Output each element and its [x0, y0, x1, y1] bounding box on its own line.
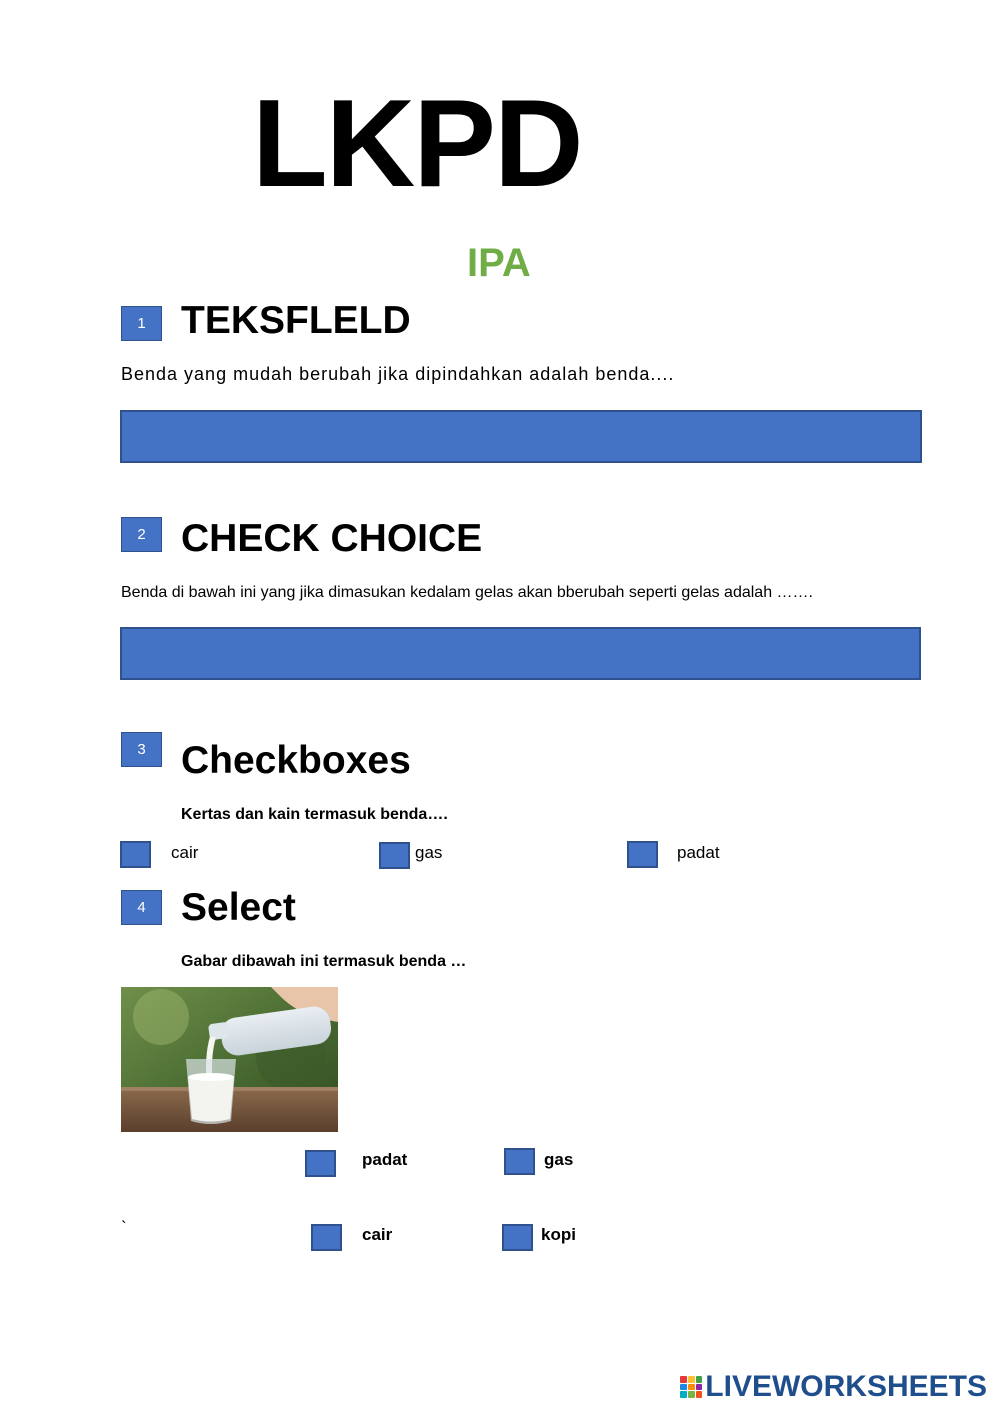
checkbox-label-cair: cair — [171, 843, 199, 862]
logo-tile-2 — [688, 1376, 695, 1383]
checkbox-padat[interactable] — [627, 841, 658, 868]
section-3-question: Kertas dan kain termasuk benda…. — [181, 806, 448, 823]
page-subtitle: IPA — [467, 241, 531, 285]
logo-tile-7 — [680, 1391, 687, 1398]
section-4-number: 4 — [121, 890, 162, 925]
answer-choice-field-2[interactable] — [120, 627, 921, 680]
select-box-kopi[interactable] — [502, 1224, 533, 1251]
logo-tile-3 — [696, 1376, 703, 1383]
logo-tile-1 — [680, 1376, 687, 1383]
stray-mark: ` — [121, 1218, 127, 1237]
logo-tile-6 — [696, 1384, 703, 1391]
section-1-heading: TEKSFLELD — [181, 299, 411, 342]
select-label-padat: padat — [362, 1150, 408, 1169]
select-box-padat[interactable] — [305, 1150, 336, 1177]
brand-name: LIVEWORKSHEETS — [705, 1370, 987, 1403]
logo-tile-5 — [688, 1384, 695, 1391]
logo-tile-9 — [696, 1391, 703, 1398]
section-4-question: Gabar dibawah ini termasuk benda … — [181, 953, 467, 970]
checkbox-gas[interactable] — [379, 842, 410, 869]
checkbox-label-padat: padat — [677, 843, 720, 862]
logo-tile-8 — [688, 1391, 695, 1398]
select-label-cair: cair — [362, 1225, 393, 1244]
section-1-question: Benda yang mudah berubah jika dipindahkan adalah benda.... — [121, 364, 675, 384]
select-label-gas: gas — [544, 1150, 574, 1169]
page-title: LKPD — [252, 75, 582, 213]
liveworksheets-logo-icon — [680, 1376, 702, 1398]
checkbox-label-gas: gas — [415, 843, 443, 862]
checkbox-cair[interactable] — [120, 841, 151, 868]
section-3-number: 3 — [121, 732, 162, 767]
liveworksheets-brand — [680, 1370, 987, 1404]
answer-text-field-1[interactable] — [120, 410, 922, 463]
milk-pouring-image — [121, 987, 338, 1132]
section-4-heading: Select — [181, 886, 296, 929]
select-label-kopi: kopi — [541, 1225, 576, 1244]
section-1-number: 1 — [121, 306, 162, 341]
section-3-heading: Checkboxes — [181, 739, 411, 782]
select-box-cair[interactable] — [311, 1224, 342, 1251]
section-2-question: Benda di bawah ini yang jika dimasukan kedalam gelas akan bberubah seperti gelas adalah ……. — [121, 584, 813, 601]
section-2-heading: CHECK CHOICE — [181, 517, 483, 560]
select-box-gas[interactable] — [504, 1148, 535, 1175]
logo-tile-4 — [680, 1384, 687, 1391]
section-2-number: 2 — [121, 517, 162, 552]
